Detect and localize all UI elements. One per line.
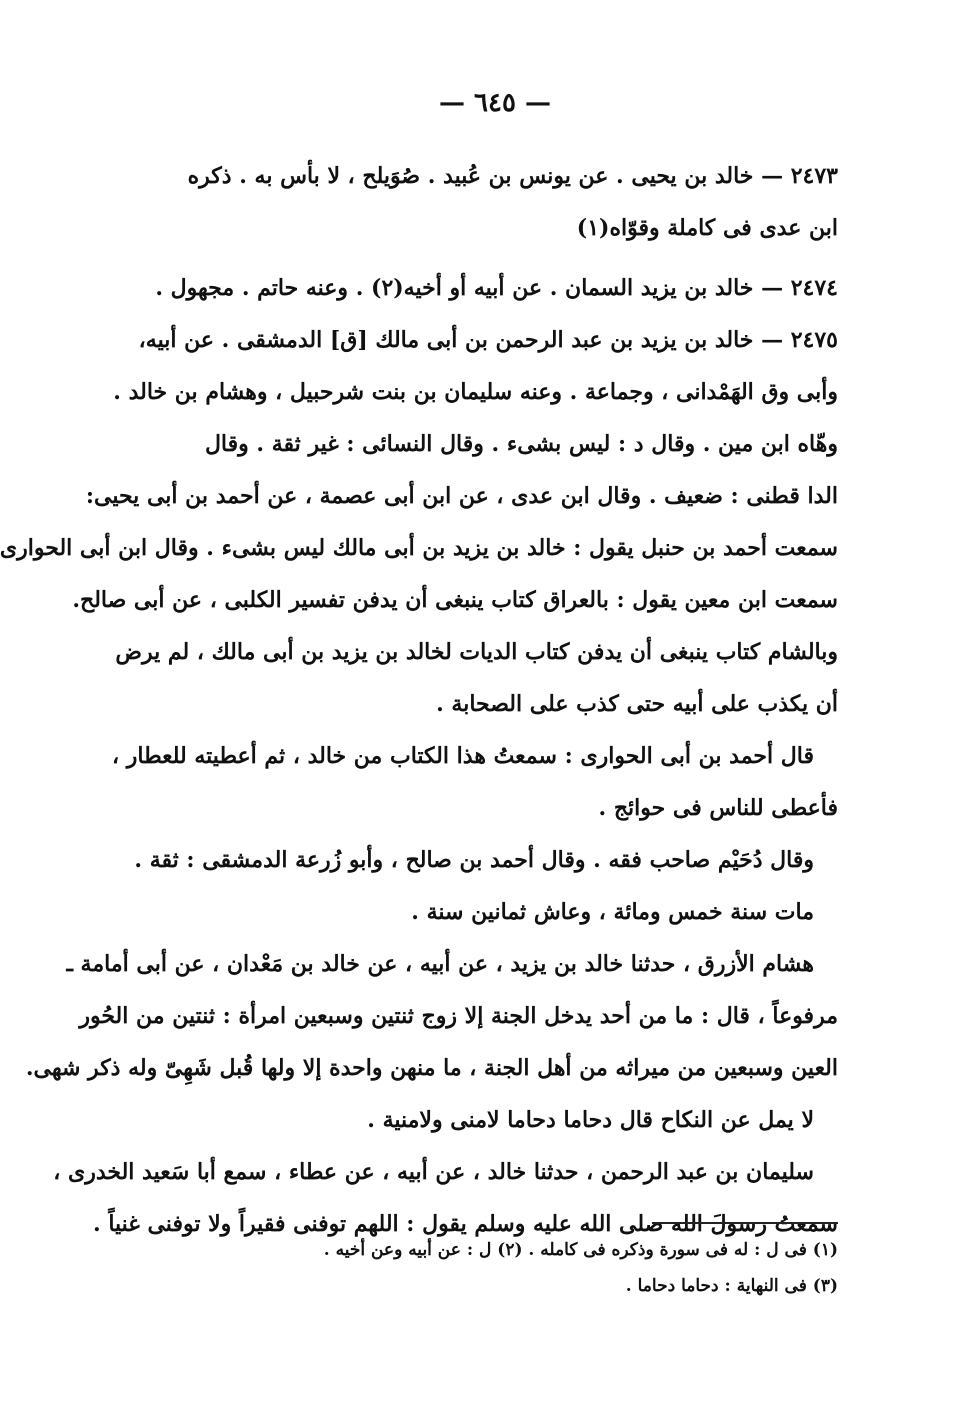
entry-2475-line-6: سمعت ابن معين يقول : بالعراق كتاب ينبغى أن يدفن تفسير الكلبى ، عن أبى صالح. xyxy=(72,587,838,613)
hadith-2-line-1: سليمان بن عبد الرحمن ، حدثنا خالد ، عن أبيه ، عن عطاء ، سمع أبا سَعيد الخدرى ، xyxy=(53,1159,814,1185)
paragraph-death-year: مات سنة خمس ومائة ، وعاش ثمانين سنة . xyxy=(411,899,814,925)
entry-2475-line-5: سمعت أحمد بن حنبل يقول : خالد بن يزيد بن أبى مالك ليس بشىء . وقال ابن أبى الحوارى xyxy=(0,535,838,561)
hadith-1-line-2: مرفوعاً ، قال : ما من أحد يدخل الجنة إلا زوج ثنتين وسبعين امرأة : ثنتين من الحُور xyxy=(79,1003,838,1029)
entry-2473-line-1: ٢٤٧٣ — خالد بن يحيى . عن يونس بن عُبيد . صُوَيلح ، لا بأس به . ذكره xyxy=(187,163,838,189)
entry-2474-line-1: ٢٤٧٤ — خالد بن يزيد السمان . عن أبيه أو أخيه(٢) . وعنه حاتم . مجهول . xyxy=(155,275,838,301)
hadith-1-line-1: هشام الأزرق ، حدثنا خالد بن يزيد ، عن أبيه ، عن خالد بن مَعْدان ، عن أبى أمامة ـ xyxy=(66,951,814,977)
footnote-3: (٣) فى النهاية : دحاما دحاما . xyxy=(625,1276,838,1296)
hadith-1-line-3: العين وسبعين من ميراثه من أهل الجنة ، ما منهن واحدة إلا ولها قُبل شَهِىّ وله ذكر شهى. xyxy=(25,1055,838,1081)
hadith-2-line-2: سمعتُ رسولَ الله صلى الله عليه وسلم يقول : اللهم توفنى فقيراً ولا توفنى غنياً . xyxy=(93,1211,838,1237)
page-number: — ٦٤٥ — xyxy=(438,88,552,118)
body-text xyxy=(0,150,838,1250)
footnote-divider xyxy=(652,1222,838,1224)
paragraph-duhaym: وقال دُحَيْم صاحب فقه . وقال أحمد بن صالح ، وأبو زُرعة الدمشقى : ثقة . xyxy=(134,847,814,873)
entry-2475-line-3: وهّاه ابن مين . وقال د : ليس بشىء . وقال النسائى : غير ثقة . وقال xyxy=(204,431,838,457)
footnote-1-2: (١) فى ل : له فى سورة وذكره فى كامله . (٢) ل : عن أبيه وعن أخيه . xyxy=(323,1240,838,1260)
hadith-1-line-4: لا يمل عن النكاح قال دحاما دحاما لامنى ولامنية . xyxy=(367,1107,814,1133)
paragraph-hawari-line-2: فأعطى للناس فى حوائج . xyxy=(598,795,838,821)
entry-2473-line-2: ابن عدى فى كاملة وقوّاه(١) xyxy=(576,215,838,241)
entry-2475-line-1: ٢٤٧٥ — خالد بن يزيد بن عبد الرحمن بن أبى مالك [ق] الدمشقى . عن أبيه، xyxy=(138,327,838,353)
entry-2475-line-7: وبالشام كتاب ينبغى أن يدفن كتاب الديات لخالد بن يزيد بن أبى مالك ، لم يرض xyxy=(115,639,838,665)
entry-2475-line-8: أن يكذب على أبيه حتى كذب على الصحابة . xyxy=(436,691,838,717)
entry-2475-line-4: الدا قطنى : ضعيف . وقال ابن عدى ، عن ابن أبى عصمة ، عن أحمد بن أبى يحيى: xyxy=(85,483,838,509)
entry-2475-line-2: وأبى وق الهَمْدانى ، وجماعة . وعنه سليمان بن بنت شرحبيل ، وهشام بن خالد . xyxy=(113,379,838,405)
footnotes xyxy=(148,1232,838,1304)
paragraph-hawari-line-1: قال أحمد بن أبى الحوارى : سمعتُ هذا الكتاب من خالد ، ثم أعطيته للعطار ، xyxy=(111,743,814,769)
